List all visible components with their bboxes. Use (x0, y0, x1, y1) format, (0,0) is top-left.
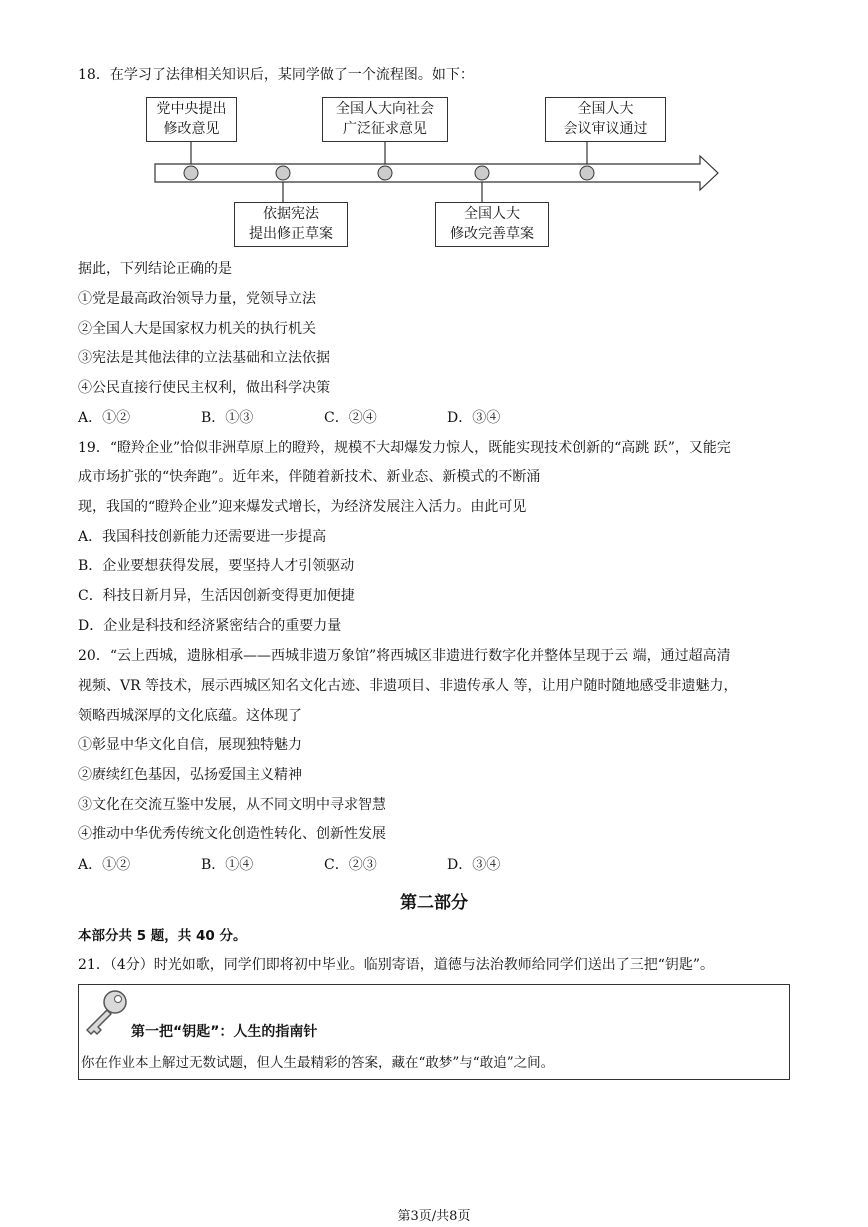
q20-option-d[interactable]: D．③④ (447, 857, 501, 873)
q18-statement: ③宪法是其他法律的立法基础和立法依据 (78, 350, 330, 366)
key-text: 你在作业本上解过无数试题，但人生最精彩的答案，藏在“敢梦”与“敢追”之间。 (81, 1055, 555, 1071)
flow-step-line: 全国人大 (577, 101, 634, 117)
page-footer: 第3页/共8页 (397, 1209, 471, 1224)
flow-step-line: 党中央提出 (156, 101, 227, 117)
flow-step-box (234, 202, 348, 247)
flow-step-line: 修改意见 (163, 121, 220, 137)
q19-stem-line: 19．“瞪羚企业”恰似非洲草原上的瞪羚，规模不大却爆发力惊人，既能实现技术创新的“高跳 跃”，又能完 (78, 440, 731, 456)
q20-option-b[interactable]: B．①④ (201, 857, 254, 873)
flow-step-box (435, 202, 549, 247)
flow-step-line: 依据宪法 (263, 206, 319, 222)
q20-option-a[interactable]: A．①② (78, 857, 131, 873)
flow-step-line: 广泛征求意见 (343, 121, 427, 137)
flow-step-line: 全国人大 (464, 206, 520, 222)
flow-node (378, 166, 392, 180)
q20-stem-line: 视频、VR 等技术，展示西城区知名文化古迹、非遗项目、非遗传承人 等，让用户随时随地感受非遗魅力， (78, 678, 738, 694)
q20-statement: ③文化在交流互鉴中发展，从不同文明中寻求智慧 (78, 797, 386, 813)
q20-statement: ④推动中华优秀传统文化创造性转化、创新性发展 (78, 826, 386, 842)
section-intro: 本部分共 5 题，共 40 分。 (78, 928, 247, 944)
flow-step-box (545, 97, 666, 142)
flow-step-box (146, 97, 237, 142)
q19-stem-line: 现，我国的“瞪羚企业”迎来爆发式增长，为经济发展注入活力。由此可见 (78, 499, 527, 515)
q19-option-c[interactable]: C．科技日新月异，生活因创新变得更加便捷 (78, 588, 355, 604)
flow-node (580, 166, 594, 180)
q20-statement: ①彰显中华文化自信，展现独特魅力 (78, 737, 302, 753)
key-title: 第一把“钥匙”：人生的指南针 (131, 1024, 318, 1040)
q18-stem: 18．在学习了法律相关知识后，某同学做了一个流程图。如下： (78, 67, 474, 83)
flow-node (184, 166, 198, 180)
flow-step-line: 修改完善草案 (450, 226, 534, 242)
flow-node (276, 166, 290, 180)
section-heading: 第二部分 (400, 893, 468, 913)
key-icon (81, 987, 131, 1043)
q20-option-c[interactable]: C．②③ (324, 857, 377, 873)
key-card (78, 984, 790, 1080)
q18-statement: ①党是最高政治领导力量，党领导立法 (78, 291, 316, 307)
q18-statement: ②全国人大是国家权力机关的执行机关 (78, 321, 316, 337)
q20-stem-line: 20．“云上西城，遗脉相承——西城非遗万象馆”将西城区非遗进行数字化并整体呈现于云 端，通过超高清 (78, 648, 731, 664)
q18-option-d[interactable]: D．③④ (447, 410, 501, 426)
q21-stem: 21．（4分）时光如歌，同学们即将初中毕业。临别寄语，道德与法治教师给同学们送出了三把“钥匙”。 (78, 957, 715, 973)
flow-step-line: 全国人大向社会 (336, 101, 434, 117)
q19-option-a[interactable]: A．我国科技创新能力还需要进一步提高 (78, 529, 327, 545)
q18-option-b[interactable]: B．①③ (201, 410, 254, 426)
q19-option-b[interactable]: B．企业要想获得发展，要坚持人才引领驱动 (78, 558, 355, 574)
flow-step-line: 会议审议通过 (563, 121, 648, 137)
q19-option-d[interactable]: D．企业是科技和经济紧密结合的重要力量 (78, 618, 342, 634)
q19-stem-line: 成市场扩张的“快奔跑”。近年来，伴随着新技术、新业态、新模式的不断涌 (78, 469, 541, 485)
q18-prompt: 据此，下列结论正确的是 (78, 261, 232, 277)
flow-step-line: 提出修正草案 (249, 226, 333, 242)
q20-statement: ②赓续红色基因，弘扬爱国主义精神 (78, 767, 302, 783)
flow-step-box (322, 97, 448, 142)
q18-option-a[interactable]: A．①② (78, 410, 131, 426)
q18-option-c[interactable]: C．②④ (324, 410, 377, 426)
q18-statement: ④公民直接行使民主权利，做出科学决策 (78, 380, 330, 396)
flow-node (475, 166, 489, 180)
q20-stem-line: 领略西城深厚的文化底蕴。这体现了 (78, 708, 302, 724)
